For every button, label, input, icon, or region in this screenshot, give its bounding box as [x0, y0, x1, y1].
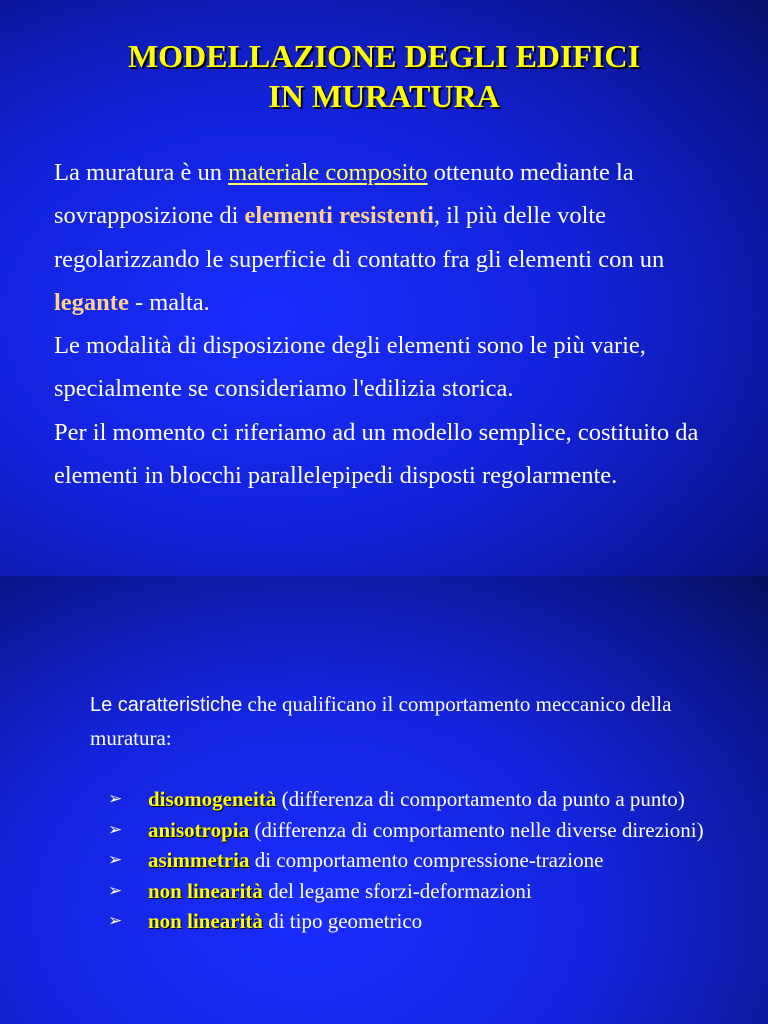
bullet-keyword: non linearità [148, 909, 263, 933]
slide-2 [0, 576, 768, 1024]
bullet-text: di tipo geometrico [262, 909, 423, 933]
keyword-elementi-resistenti: elementi resistenti [244, 202, 434, 230]
intro-lead: Le caratteristiche [90, 694, 243, 716]
keyword-materiale-composito: materiale composito [228, 159, 428, 186]
bullet-keyword: disomogeneità [148, 787, 277, 811]
slide-1-body [54, 151, 734, 497]
arrow-bullet-icon: ➢ [108, 819, 123, 840]
arrow-bullet-icon: ➢ [108, 911, 123, 931]
text-run: , il più delle volte regolarizzando le superficie di contatto fra gli elementi con un [54, 202, 665, 273]
arrow-bullet-icon: ➢ [108, 880, 123, 901]
intro-rest: che qualificano il comportamento meccanico della muratura: [90, 692, 672, 750]
keyword-legante: legante [54, 288, 129, 316]
bullet-text: (differenza di comportamento da punto a punto) [276, 787, 685, 811]
text-run: ottenuto mediante la sovrapposizione di [54, 159, 634, 230]
list-item [108, 876, 728, 907]
arrow-bullet-icon: ➢ [108, 789, 123, 809]
list-item [108, 845, 728, 876]
bullet-text: di comportamento compressione-trazione [249, 848, 604, 872]
text-run: - malta. [128, 288, 210, 316]
bullet-keyword: non linearità [148, 878, 263, 903]
list-item [108, 906, 728, 937]
paragraph-definition [54, 151, 734, 324]
slide-2-intro [90, 688, 710, 755]
title-line-2: IN MURATURA [268, 78, 500, 114]
slide-title [0, 36, 768, 116]
paragraph-modello: Per il momento ci riferiamo ad un modello semplice, costituito da elementi in blocchi parallelepipedi disposti regolarmente. [54, 418, 699, 490]
list-item [108, 815, 728, 846]
arrow-bullet-icon: ➢ [108, 850, 123, 870]
bullet-text: (differenza di comportamento nelle diverse direzioni) [249, 817, 704, 842]
bullet-keyword: anisotropia [148, 817, 250, 842]
bullet-keyword: asimmetria [148, 848, 250, 872]
text-run: La muratura è un [54, 159, 229, 186]
title-line-1: MODELLAZIONE DEGLI EDIFICI [127, 38, 641, 74]
paragraph-disposizione: Le modalità di disposizione degli elementi sono le più varie, specialmente se consideriamo l'edilizia storica. [54, 332, 646, 403]
characteristics-list [108, 784, 728, 937]
bullet-text: del legame sforzi-deformazioni [262, 878, 532, 903]
list-item [108, 784, 728, 815]
